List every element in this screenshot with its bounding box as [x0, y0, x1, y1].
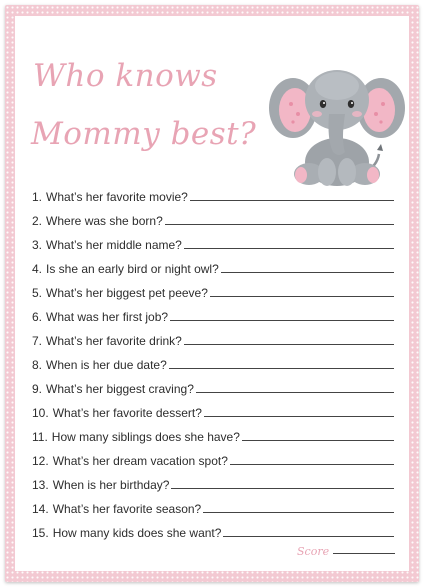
- question-item: [32, 400, 394, 420]
- question-item: [32, 256, 394, 276]
- question-item: [32, 352, 394, 372]
- score-line: [333, 553, 395, 554]
- question-number: 6.: [32, 310, 43, 324]
- question-text: What’s her dream vacation spot?: [52, 454, 228, 468]
- question-number: 11.: [32, 430, 48, 444]
- answer-line: [169, 368, 394, 369]
- score-label: Score: [297, 545, 330, 558]
- question-number: 5.: [32, 286, 43, 300]
- question-item: [32, 376, 394, 396]
- question-item: [32, 496, 394, 516]
- question-text: When is her birthday?: [52, 478, 170, 492]
- question-number: 4.: [32, 262, 43, 276]
- score-field: [297, 538, 395, 558]
- question-item: [32, 304, 394, 324]
- question-item: [32, 208, 394, 228]
- answer-line: [170, 320, 394, 321]
- answer-line: [221, 272, 394, 273]
- question-text: What’s her favorite dessert?: [52, 406, 202, 420]
- question-item: [32, 280, 394, 300]
- question-number: 14.: [32, 502, 49, 516]
- answer-line: [165, 224, 394, 225]
- answer-line: [242, 440, 394, 441]
- question-text: What’s her middle name?: [46, 238, 182, 252]
- answer-line: [171, 488, 394, 489]
- question-number: 13.: [32, 478, 49, 492]
- answer-line: [204, 416, 394, 417]
- answer-line: [230, 464, 394, 465]
- question-number: 3.: [32, 238, 43, 252]
- question-item: [32, 424, 394, 444]
- question-number: 7.: [32, 334, 43, 348]
- answer-line: [184, 248, 394, 249]
- answer-line: [223, 536, 394, 537]
- question-item: [32, 448, 394, 468]
- card-inner-panel: [15, 16, 409, 571]
- title-line-2: Mommy best?: [31, 116, 257, 152]
- question-text: How many siblings does she have?: [51, 430, 240, 444]
- answer-line: [210, 296, 394, 297]
- question-number: 2.: [32, 214, 43, 228]
- question-text: How many kids does she want?: [52, 526, 222, 540]
- question-item: [32, 328, 394, 348]
- question-number: 15.: [32, 526, 49, 540]
- question-number: 8.: [32, 358, 43, 372]
- question-text: What was her first job?: [46, 310, 169, 324]
- question-text: What’s her favorite drink?: [46, 334, 182, 348]
- question-item: [32, 472, 394, 492]
- question-text: When is her due date?: [46, 358, 167, 372]
- question-text: What’s her biggest craving?: [46, 382, 194, 396]
- question-text: What’s her favorite movie?: [46, 190, 188, 204]
- answer-line: [203, 512, 394, 513]
- answer-line: [184, 344, 394, 345]
- question-text: What’s her favorite season?: [52, 502, 202, 516]
- answer-line: [196, 392, 394, 393]
- question-text: Is she an early bird or night owl?: [46, 262, 219, 276]
- question-number: 10.: [32, 406, 49, 420]
- elephant-illustration: [267, 44, 407, 192]
- title-line-1: Who knows: [33, 58, 218, 94]
- answer-line: [190, 200, 394, 201]
- question-item: [32, 184, 394, 204]
- question-number: 1.: [32, 190, 43, 204]
- question-item: [32, 232, 394, 252]
- question-text: Where was she born?: [46, 214, 163, 228]
- question-number: 9.: [32, 382, 43, 396]
- question-number: 12.: [32, 454, 49, 468]
- question-item: [32, 520, 394, 540]
- question-text: What’s her biggest pet peeve?: [46, 286, 208, 300]
- invitation-card: [5, 5, 419, 582]
